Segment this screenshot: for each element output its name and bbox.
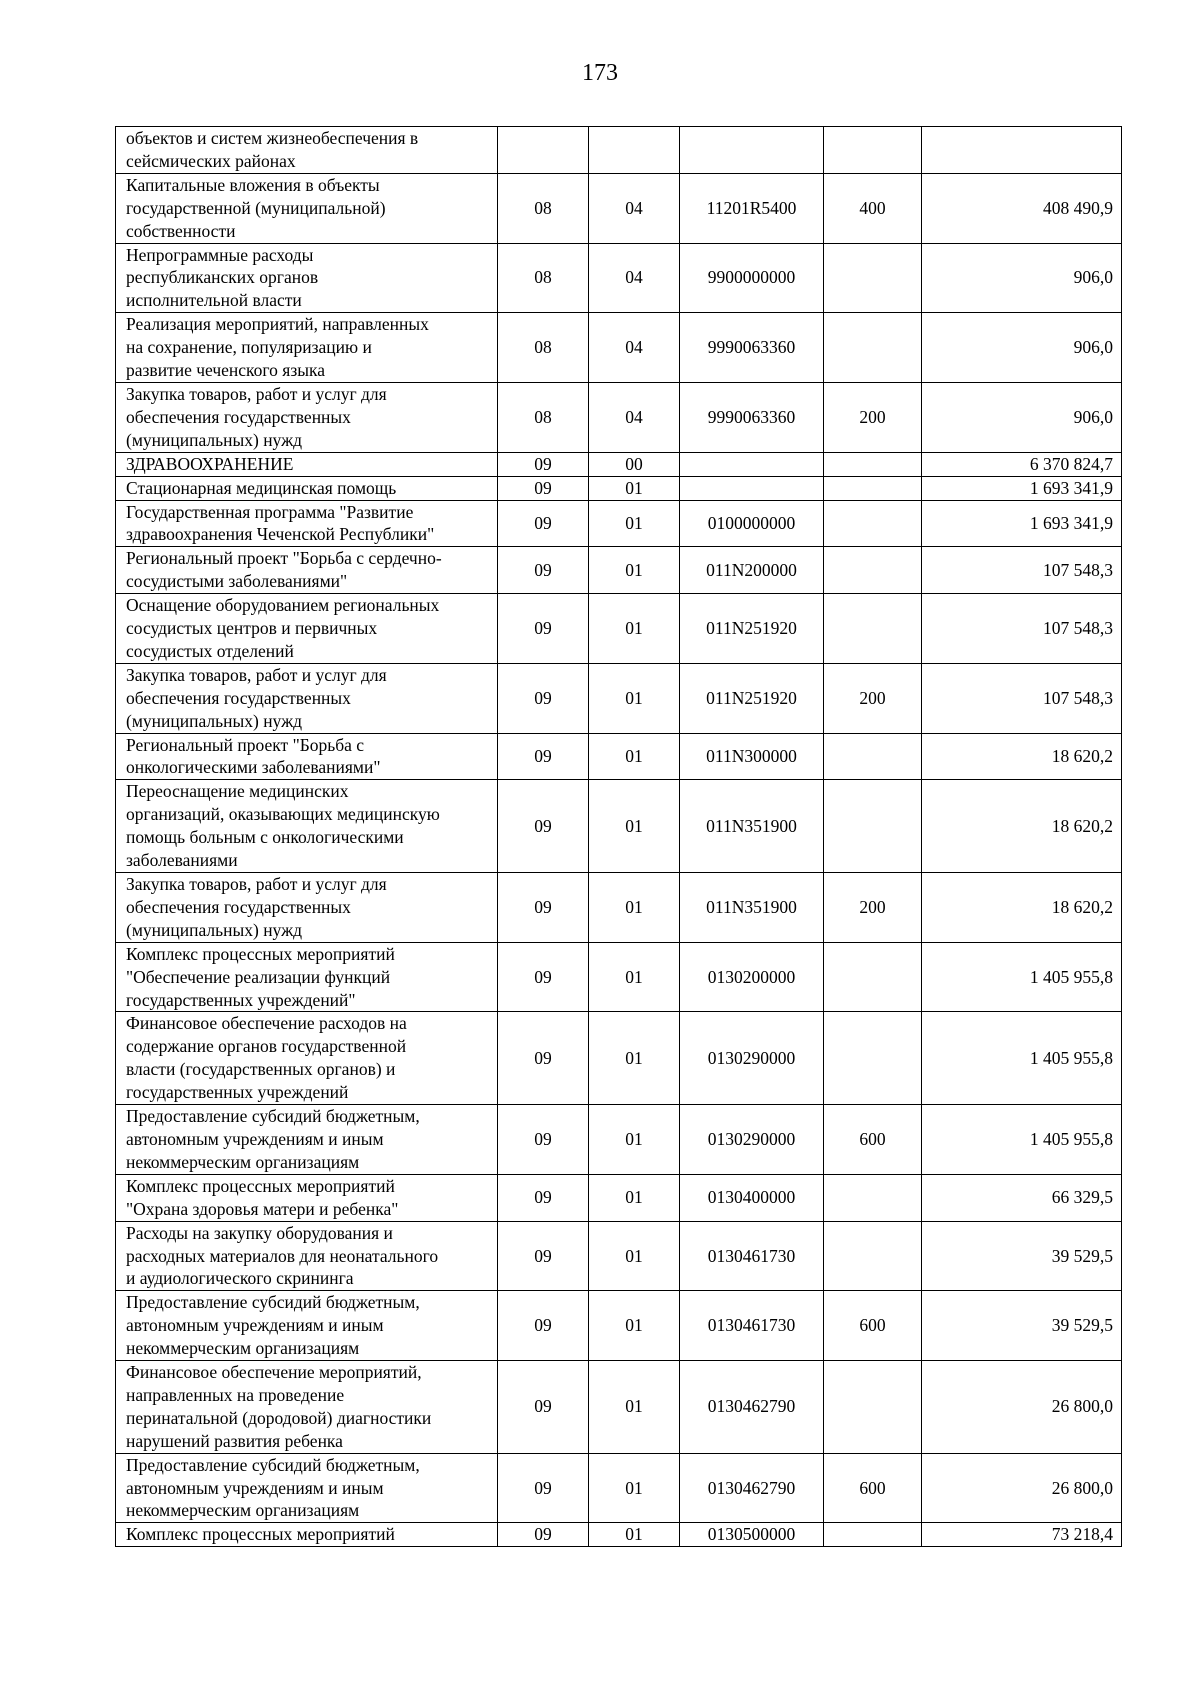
cell-target-article: 0130462790: [680, 1453, 824, 1523]
cell-target-article: 11201R5400: [680, 173, 824, 243]
cell-amount: 906,0: [922, 313, 1122, 383]
cell-target-article: 011N251920: [680, 594, 824, 664]
cell-section: 09: [498, 1174, 589, 1221]
cell-expense-type: [824, 243, 922, 313]
cell-name: Реализация мероприятий, направленных на сохранение, популяризацию и развитие чеченского языка: [116, 313, 498, 383]
cell-amount: 408 490,9: [922, 173, 1122, 243]
cell-subsection: [589, 127, 680, 174]
table-row: [116, 452, 1122, 476]
cell-amount: 107 548,3: [922, 663, 1122, 733]
cell-section: 09: [498, 1361, 589, 1454]
cell-expense-type: [824, 1523, 922, 1547]
cell-name: Предоставление субсидий бюджетным, автономным учреждениям и иным некоммерческим организациям: [116, 1453, 498, 1523]
cell-amount: 39 529,5: [922, 1221, 1122, 1291]
cell-name: Расходы на закупку оборудования и расходных материалов для неонатального и аудиологического скрининга: [116, 1221, 498, 1291]
cell-target-article: 0130500000: [680, 1523, 824, 1547]
cell-name: Региональный проект "Борьба с онкологическими заболеваниями": [116, 733, 498, 780]
table-row: [116, 127, 1122, 174]
cell-section: 09: [498, 1012, 589, 1105]
cell-target-article: 9990063360: [680, 382, 824, 452]
cell-expense-type: [824, 1221, 922, 1291]
cell-name: объектов и систем жизнеобеспечения в сейсмических районах: [116, 127, 498, 174]
cell-expense-type: [824, 476, 922, 500]
cell-name: Комплекс процессных мероприятий "Охрана здоровья матери и ребенка": [116, 1174, 498, 1221]
table-row: [116, 1361, 1122, 1454]
table-row: [116, 1523, 1122, 1547]
cell-name: Закупка товаров, работ и услуг для обеспечения государственных (муниципальных) нужд: [116, 873, 498, 943]
cell-amount: 73 218,4: [922, 1523, 1122, 1547]
cell-target-article: 0130400000: [680, 1174, 824, 1221]
table-row: [116, 382, 1122, 452]
table-row: [116, 733, 1122, 780]
cell-amount: [922, 127, 1122, 174]
cell-expense-type: 400: [824, 173, 922, 243]
cell-target-article: 0130290000: [680, 1012, 824, 1105]
cell-section: 09: [498, 547, 589, 594]
cell-section: 09: [498, 1453, 589, 1523]
cell-expense-type: [824, 1361, 922, 1454]
cell-target-article: 0100000000: [680, 500, 824, 547]
cell-expense-type: 600: [824, 1453, 922, 1523]
cell-target-article: 0130290000: [680, 1105, 824, 1175]
cell-target-article: 011N351900: [680, 873, 824, 943]
cell-expense-type: 600: [824, 1105, 922, 1175]
cell-expense-type: [824, 547, 922, 594]
cell-expense-type: [824, 313, 922, 383]
cell-target-article: [680, 452, 824, 476]
cell-subsection: 04: [589, 313, 680, 383]
cell-subsection: 04: [589, 173, 680, 243]
cell-subsection: 01: [589, 1453, 680, 1523]
table-row: [116, 594, 1122, 664]
cell-name: Региональный проект "Борьба с сердечно- сосудистыми заболеваниями": [116, 547, 498, 594]
table-row: [116, 1221, 1122, 1291]
table-row: [116, 1453, 1122, 1523]
cell-name: Стационарная медицинская помощь: [116, 476, 498, 500]
cell-section: 09: [498, 476, 589, 500]
cell-subsection: 01: [589, 1174, 680, 1221]
cell-section: 09: [498, 873, 589, 943]
cell-amount: 1 405 955,8: [922, 1105, 1122, 1175]
cell-target-article: 011N300000: [680, 733, 824, 780]
cell-subsection: 01: [589, 1291, 680, 1361]
cell-name: Оснащение оборудованием региональных сосудистых центров и первичных сосудистых отделений: [116, 594, 498, 664]
cell-expense-type: [824, 780, 922, 873]
cell-amount: 66 329,5: [922, 1174, 1122, 1221]
cell-target-article: 0130462790: [680, 1361, 824, 1454]
cell-section: 08: [498, 243, 589, 313]
cell-section: 08: [498, 382, 589, 452]
cell-amount: 906,0: [922, 382, 1122, 452]
cell-section: 09: [498, 500, 589, 547]
cell-subsection: 01: [589, 594, 680, 664]
table-body: [116, 127, 1122, 1547]
cell-section: 09: [498, 1291, 589, 1361]
cell-target-article: [680, 127, 824, 174]
cell-name: Переоснащение медицинских организаций, оказывающих медицинскую помощь больным с онкологическими заболеваниями: [116, 780, 498, 873]
cell-subsection: 00: [589, 452, 680, 476]
cell-expense-type: 200: [824, 663, 922, 733]
cell-name: Закупка товаров, работ и услуг для обеспечения государственных (муниципальных) нужд: [116, 382, 498, 452]
cell-section: 09: [498, 942, 589, 1012]
cell-subsection: 01: [589, 942, 680, 1012]
cell-amount: 1 693 341,9: [922, 500, 1122, 547]
cell-name: Предоставление субсидий бюджетным, автономным учреждениям и иным некоммерческим организациям: [116, 1291, 498, 1361]
table-row: [116, 500, 1122, 547]
table-row: [116, 547, 1122, 594]
cell-expense-type: [824, 452, 922, 476]
table-row: [116, 313, 1122, 383]
cell-subsection: 01: [589, 873, 680, 943]
cell-target-article: 0130461730: [680, 1221, 824, 1291]
cell-subsection: 01: [589, 476, 680, 500]
cell-expense-type: [824, 733, 922, 780]
table-row: [116, 780, 1122, 873]
cell-section: 09: [498, 663, 589, 733]
cell-subsection: 01: [589, 1105, 680, 1175]
cell-amount: 107 548,3: [922, 594, 1122, 664]
cell-amount: 1 693 341,9: [922, 476, 1122, 500]
cell-amount: 107 548,3: [922, 547, 1122, 594]
cell-subsection: 01: [589, 663, 680, 733]
cell-subsection: 01: [589, 1523, 680, 1547]
table-row: [116, 1012, 1122, 1105]
cell-name: Капитальные вложения в объекты государственной (муниципальной) собственности: [116, 173, 498, 243]
cell-subsection: 01: [589, 547, 680, 594]
cell-section: 09: [498, 452, 589, 476]
cell-expense-type: [824, 1174, 922, 1221]
cell-target-article: 011N351900: [680, 780, 824, 873]
cell-name: Предоставление субсидий бюджетным, автономным учреждениям и иным некоммерческим организациям: [116, 1105, 498, 1175]
table-row: [116, 942, 1122, 1012]
cell-amount: 1 405 955,8: [922, 942, 1122, 1012]
budget-table: [115, 126, 1122, 1547]
cell-subsection: 01: [589, 500, 680, 547]
cell-subsection: 01: [589, 1361, 680, 1454]
cell-expense-type: 600: [824, 1291, 922, 1361]
cell-subsection: 01: [589, 1012, 680, 1105]
cell-section: 09: [498, 1523, 589, 1547]
cell-section: 08: [498, 313, 589, 383]
cell-target-article: 011N251920: [680, 663, 824, 733]
cell-name: Государственная программа "Развитие здравоохранения Чеченской Республики": [116, 500, 498, 547]
cell-expense-type: [824, 1012, 922, 1105]
cell-name: Непрограммные расходы республиканских органов исполнительной власти: [116, 243, 498, 313]
cell-section: 09: [498, 1221, 589, 1291]
cell-section: 09: [498, 780, 589, 873]
cell-amount: 906,0: [922, 243, 1122, 313]
cell-target-article: [680, 476, 824, 500]
cell-amount: 18 620,2: [922, 780, 1122, 873]
cell-name: Комплекс процессных мероприятий "Обеспечение реализации функций государственных учреждений": [116, 942, 498, 1012]
cell-subsection: 01: [589, 1221, 680, 1291]
cell-target-article: 9990063360: [680, 313, 824, 383]
table-row: [116, 1291, 1122, 1361]
cell-name: ЗДРАВООХРАНЕНИЕ: [116, 452, 498, 476]
table-row: [116, 873, 1122, 943]
cell-section: 09: [498, 594, 589, 664]
table-row: [116, 173, 1122, 243]
cell-subsection: 04: [589, 243, 680, 313]
cell-section: [498, 127, 589, 174]
table-row: [116, 243, 1122, 313]
cell-amount: 39 529,5: [922, 1291, 1122, 1361]
cell-name: Финансовое обеспечение расходов на содержание органов государственной власти (государственных органов) и государственных учреждений: [116, 1012, 498, 1105]
cell-target-article: 0130461730: [680, 1291, 824, 1361]
cell-name: Комплекс процессных мероприятий: [116, 1523, 498, 1547]
cell-subsection: 01: [589, 733, 680, 780]
cell-amount: 6 370 824,7: [922, 452, 1122, 476]
cell-section: 09: [498, 1105, 589, 1175]
cell-expense-type: [824, 942, 922, 1012]
cell-expense-type: [824, 127, 922, 174]
table-row: [116, 663, 1122, 733]
cell-amount: 18 620,2: [922, 733, 1122, 780]
cell-amount: 26 800,0: [922, 1361, 1122, 1454]
cell-expense-type: 200: [824, 873, 922, 943]
table-row: [116, 1174, 1122, 1221]
cell-amount: 26 800,0: [922, 1453, 1122, 1523]
cell-name: Закупка товаров, работ и услуг для обеспечения государственных (муниципальных) нужд: [116, 663, 498, 733]
cell-target-article: 9900000000: [680, 243, 824, 313]
table-row: [116, 1105, 1122, 1175]
table-row: [116, 476, 1122, 500]
cell-section: 08: [498, 173, 589, 243]
cell-expense-type: 200: [824, 382, 922, 452]
cell-expense-type: [824, 594, 922, 664]
cell-target-article: 0130200000: [680, 942, 824, 1012]
cell-amount: 1 405 955,8: [922, 1012, 1122, 1105]
page-number: 173: [582, 60, 618, 86]
cell-expense-type: [824, 500, 922, 547]
cell-subsection: 04: [589, 382, 680, 452]
cell-section: 09: [498, 733, 589, 780]
cell-amount: 18 620,2: [922, 873, 1122, 943]
cell-name: Финансовое обеспечение мероприятий, направленных на проведение перинатальной (дородовой) диагностики нарушений развития ребенка: [116, 1361, 498, 1454]
cell-subsection: 01: [589, 780, 680, 873]
cell-target-article: 011N200000: [680, 547, 824, 594]
